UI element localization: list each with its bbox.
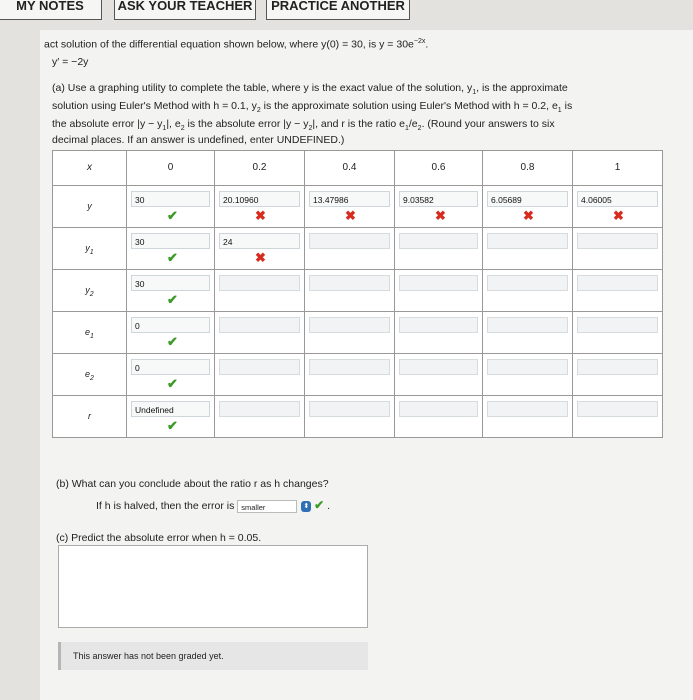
check-icon: ✔ <box>167 376 178 391</box>
table-row <box>53 312 663 354</box>
answer-input[interactable]: 6.05689 <box>487 191 568 207</box>
grading-status: This answer has not been graded yet. <box>58 642 368 670</box>
table-cell <box>127 228 215 270</box>
table-row <box>53 396 663 438</box>
cross-icon: ✖ <box>255 208 266 223</box>
row-label: $e_2$ <box>53 354 127 396</box>
row-label: $y_1$ <box>53 228 127 270</box>
part-a-line-2: solution using Euler's Method with h = 0.1, $y_2$ is the approximate solution using Euler's Method with h = 0.2, $e_1$ is <box>52 100 573 115</box>
table-cell <box>573 228 663 270</box>
table-cell <box>395 312 483 354</box>
answer-input[interactable]: 30 <box>131 275 210 291</box>
answer-input[interactable]: Undefined <box>131 401 210 417</box>
answer-input[interactable]: 30 <box>131 233 210 249</box>
answer-input[interactable]: 13.47986 <box>309 191 390 207</box>
answer-input[interactable] <box>487 275 568 291</box>
answer-input[interactable] <box>309 401 390 417</box>
table-cell <box>395 396 483 438</box>
answer-input[interactable] <box>487 401 568 417</box>
part-b-statement: If h is halved, then the error is smaller ⬍ ✔ . <box>96 498 331 512</box>
table-header-row <box>53 151 663 186</box>
header-x-3: 0.4 <box>305 151 395 186</box>
table-row <box>53 270 663 312</box>
cross-icon: ✖ <box>255 250 266 265</box>
row-label: $e_1$ <box>53 312 127 354</box>
answer-input[interactable]: 30 <box>131 191 210 207</box>
answer-input[interactable] <box>219 275 300 291</box>
table-cell <box>395 354 483 396</box>
header-x-5: 0.8 <box>483 151 573 186</box>
part-a-line-3: the absolute error $|y - y_1|$, $e_2$ is the absolute error $|y - y_2|$, and r is the ratio $e_1/e_2$. (Round your answers to six <box>52 118 555 133</box>
table-cell <box>305 228 395 270</box>
table-cell <box>573 270 663 312</box>
cross-icon: ✖ <box>345 208 356 223</box>
check-icon: ✔ <box>314 498 325 512</box>
table-cell <box>483 186 573 228</box>
cross-icon: ✖ <box>613 208 624 223</box>
table-cell <box>395 270 483 312</box>
answer-input[interactable] <box>219 317 300 333</box>
table-cell <box>483 312 573 354</box>
answer-input[interactable] <box>577 233 658 249</box>
check-icon: ✔ <box>167 292 178 307</box>
answer-input[interactable] <box>399 275 478 291</box>
table-cell <box>573 186 663 228</box>
answer-input[interactable] <box>399 317 478 333</box>
table-row <box>53 186 663 228</box>
ask-teacher-button[interactable]: ASK YOUR TEACHER <box>114 0 256 20</box>
table-cell <box>215 186 305 228</box>
check-icon: ✔ <box>167 418 178 433</box>
row-label: r <box>53 396 127 438</box>
answer-input[interactable] <box>399 359 478 375</box>
answer-input[interactable] <box>219 401 300 417</box>
euler-table <box>52 150 663 438</box>
answer-input[interactable] <box>487 317 568 333</box>
table-cell <box>127 312 215 354</box>
table-cell <box>573 354 663 396</box>
answer-input[interactable]: 24 <box>219 233 300 249</box>
table-row <box>53 228 663 270</box>
check-icon: ✔ <box>167 334 178 349</box>
answer-input[interactable] <box>487 359 568 375</box>
answer-input[interactable]: 9.03582 <box>399 191 478 207</box>
error-select[interactable]: smaller <box>237 500 297 513</box>
table-cell <box>127 270 215 312</box>
part-a-line-1: (a) Use a graphing utility to complete the table, where y is the exact value of the solution, $y_1$, is the approximate <box>52 82 568 97</box>
part-c-question: (c) Predict the absolute error when h = 0.05. <box>56 532 262 544</box>
part-a-line-4: decimal places. If an answer is undefined, enter UNDEFINED.) <box>52 134 345 146</box>
header-x-2: 0.2 <box>215 151 305 186</box>
table-cell <box>127 396 215 438</box>
table-cell <box>483 270 573 312</box>
answer-input[interactable] <box>219 359 300 375</box>
answer-input[interactable] <box>487 233 568 249</box>
check-icon: ✔ <box>167 250 178 265</box>
table-cell <box>483 396 573 438</box>
table-row <box>53 354 663 396</box>
header-x: x <box>53 151 127 186</box>
header-x-4: 0.6 <box>395 151 483 186</box>
table-cell <box>305 312 395 354</box>
table-cell <box>215 270 305 312</box>
header-x-1: 0 <box>127 151 215 186</box>
row-label: y <box>53 186 127 228</box>
answer-input[interactable] <box>399 233 478 249</box>
cross-icon: ✖ <box>435 208 446 223</box>
table-cell <box>483 354 573 396</box>
answer-textarea[interactable] <box>58 545 368 628</box>
part-b-question: (b) What can you conclude about the ratio r as h changes? <box>56 478 329 490</box>
row-label: $y_2$ <box>53 270 127 312</box>
answer-input[interactable]: 20.10960 <box>219 191 300 207</box>
select-arrow-icon[interactable]: ⬍ <box>301 501 311 512</box>
table-cell <box>127 354 215 396</box>
table-cell <box>573 312 663 354</box>
answer-input[interactable]: 4.06005 <box>577 191 658 207</box>
answer-input[interactable] <box>309 359 390 375</box>
answer-input[interactable] <box>309 233 390 249</box>
answer-input[interactable]: 0 <box>131 317 210 333</box>
table-cell <box>305 186 395 228</box>
table-cell <box>305 396 395 438</box>
table-cell <box>305 270 395 312</box>
my-notes-button[interactable]: MY NOTES <box>0 0 102 20</box>
answer-input[interactable] <box>309 317 390 333</box>
check-icon: ✔ <box>167 208 178 223</box>
table-cell <box>305 354 395 396</box>
problem-intro: act solution of the differential equation shown below, where y(0) = 30, is $y = 30e^{-2x}$. <box>44 38 429 51</box>
answer-input[interactable] <box>577 401 658 417</box>
table-cell <box>215 354 305 396</box>
table-cell <box>483 228 573 270</box>
answer-input[interactable]: 0 <box>131 359 210 375</box>
practice-another-button[interactable]: PRACTICE ANOTHER <box>266 0 410 20</box>
table-cell <box>573 396 663 438</box>
equation: y′ = −2y <box>52 56 89 68</box>
answer-input[interactable] <box>399 401 478 417</box>
answer-input[interactable] <box>577 359 658 375</box>
answer-input[interactable] <box>577 275 658 291</box>
table-cell <box>395 186 483 228</box>
answer-input[interactable] <box>577 317 658 333</box>
table-cell <box>127 186 215 228</box>
header-x-6: 1 <box>573 151 663 186</box>
table-cell <box>215 312 305 354</box>
table-cell <box>215 396 305 438</box>
cross-icon: ✖ <box>523 208 534 223</box>
answer-input[interactable] <box>309 275 390 291</box>
table-cell <box>215 228 305 270</box>
table-cell <box>395 228 483 270</box>
